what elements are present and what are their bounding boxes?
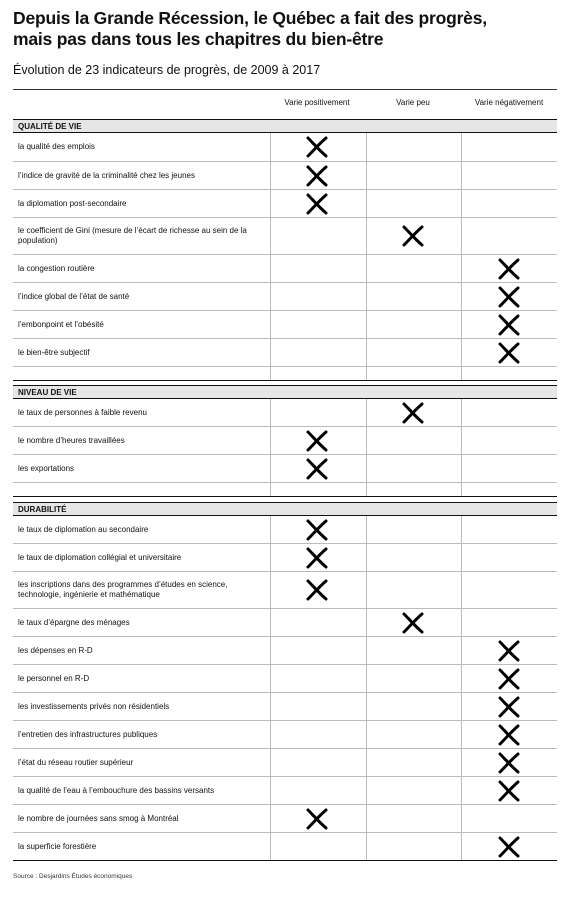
- table-row: [13, 544, 557, 572]
- x-mark: [497, 723, 521, 747]
- column-divider: [366, 311, 367, 338]
- indicator-label: les investissements privés non résidentiels: [18, 701, 170, 711]
- column-divider: [270, 427, 271, 454]
- section-header: NIVEAU DE VIE: [13, 385, 557, 399]
- table-row: [13, 637, 557, 665]
- table-row: [13, 609, 557, 637]
- column-divider: [366, 483, 367, 496]
- x-mark: [497, 695, 521, 719]
- column-divider: [366, 133, 367, 161]
- table-row: [13, 162, 557, 190]
- indicator-label: les dépenses en R-D: [18, 645, 93, 655]
- table-row: [13, 805, 557, 833]
- section-header: QUALITÉ DE VIE: [13, 119, 557, 133]
- section-header: DURABILITÉ: [13, 502, 557, 516]
- x-mark: [305, 135, 329, 159]
- column-divider: [461, 283, 462, 310]
- column-divider: [461, 833, 462, 860]
- table-row: [13, 665, 557, 693]
- column-divider: [366, 255, 367, 282]
- column-divider: [366, 777, 367, 804]
- table-row: [13, 190, 557, 218]
- column-divider: [270, 693, 271, 720]
- column-divider: [270, 311, 271, 338]
- column-divider: [461, 544, 462, 571]
- section-spacer-row: [13, 483, 557, 497]
- column-divider: [270, 218, 271, 254]
- column-divider: [366, 805, 367, 832]
- column-divider: [270, 572, 271, 608]
- column-header-3: Varie négativement: [474, 98, 544, 107]
- column-divider: [366, 455, 367, 482]
- column-divider: [461, 749, 462, 776]
- column-divider: [270, 190, 271, 217]
- indicator-label: les inscriptions dans des programmes d’études en science, technologie, ingénierie et mathématique: [18, 580, 228, 599]
- x-mark: [497, 835, 521, 859]
- column-divider: [270, 833, 271, 860]
- chart-title-line-2: mais pas dans tous les chapitres du bien-être: [13, 29, 384, 49]
- indicator-label: la qualité des emplois: [18, 142, 95, 151]
- table-row: [13, 339, 557, 367]
- indicator-label: la superficie forestière: [18, 841, 97, 851]
- column-divider: [461, 399, 462, 426]
- column-divider: [366, 339, 367, 366]
- indicator-label: le nombre de journées sans smog à Montréal: [18, 813, 179, 823]
- indicator-label: l’entretien des infrastructures publiques: [18, 729, 158, 739]
- table-row: [13, 311, 557, 339]
- x-mark: [305, 429, 329, 453]
- x-mark: [497, 313, 521, 337]
- column-divider: [270, 255, 271, 282]
- x-mark: [401, 611, 425, 635]
- column-divider: [366, 665, 367, 692]
- column-divider: [270, 455, 271, 482]
- x-mark: [497, 257, 521, 281]
- column-divider: [461, 311, 462, 338]
- column-divider: [270, 805, 271, 832]
- column-divider: [461, 455, 462, 482]
- x-mark: [497, 341, 521, 365]
- column-divider: [366, 749, 367, 776]
- table-row: [13, 218, 557, 255]
- x-mark: [401, 401, 425, 425]
- column-divider: [270, 544, 271, 571]
- column-divider: [270, 483, 271, 496]
- x-mark: [305, 518, 329, 542]
- column-divider: [366, 218, 367, 254]
- column-divider: [461, 637, 462, 664]
- column-divider: [366, 190, 367, 217]
- chart-title-line-1: Depuis la Grande Récession, le Québec a fait des progrès,: [13, 8, 487, 28]
- column-divider: [270, 777, 271, 804]
- x-mark: [305, 807, 329, 831]
- x-mark: [305, 546, 329, 570]
- column-divider: [270, 367, 271, 380]
- column-divider: [461, 572, 462, 608]
- column-divider: [461, 777, 462, 804]
- indicator-label: la diplomation post-secondaire: [18, 198, 127, 208]
- column-divider: [461, 693, 462, 720]
- x-mark: [305, 164, 329, 188]
- column-divider: [461, 427, 462, 454]
- table-row: [13, 572, 557, 609]
- x-mark: [497, 285, 521, 309]
- indicator-label: le taux d’épargne des ménages: [18, 617, 130, 627]
- column-divider: [461, 805, 462, 832]
- table-row: [13, 133, 557, 162]
- column-divider: [270, 283, 271, 310]
- column-divider: [366, 721, 367, 748]
- column-divider: [461, 133, 462, 161]
- column-divider: [366, 693, 367, 720]
- column-divider: [270, 162, 271, 189]
- column-header-2: Varie peu: [396, 98, 430, 107]
- column-divider: [461, 609, 462, 636]
- column-divider: [270, 516, 271, 543]
- column-divider: [270, 749, 271, 776]
- x-mark: [305, 457, 329, 481]
- indicator-label: le coefficient de Gini (mesure de l’écart de richesse au sein de la population): [18, 226, 247, 245]
- x-mark: [497, 639, 521, 663]
- column-header-1: Varie positivement: [284, 98, 350, 107]
- table-row: [13, 777, 557, 805]
- column-divider: [461, 516, 462, 543]
- table-row: [13, 833, 557, 861]
- table-row: [13, 693, 557, 721]
- x-mark: [497, 667, 521, 691]
- table-row: [13, 283, 557, 311]
- column-divider: [366, 833, 367, 860]
- table-row: [13, 255, 557, 283]
- x-mark: [305, 578, 329, 602]
- column-divider: [461, 190, 462, 217]
- column-divider: [366, 572, 367, 608]
- column-divider: [366, 637, 367, 664]
- column-divider: [461, 483, 462, 496]
- column-divider: [270, 665, 271, 692]
- column-divider: [461, 255, 462, 282]
- column-divider: [270, 133, 271, 161]
- column-divider: [461, 367, 462, 380]
- column-divider: [461, 162, 462, 189]
- column-divider: [461, 218, 462, 254]
- indicator-label: l’indice global de l’état de santé: [18, 291, 130, 301]
- section-spacer-row: [13, 367, 557, 381]
- x-mark: [305, 192, 329, 216]
- indicator-label: l’indice de gravité de la criminalité chez les jeunes: [18, 170, 195, 180]
- table-row: [13, 749, 557, 777]
- x-mark: [497, 751, 521, 775]
- indicator-label: le taux de diplomation collégial et universitaire: [18, 552, 182, 562]
- x-mark: [497, 779, 521, 803]
- column-divider: [366, 516, 367, 543]
- table-row: [13, 399, 557, 427]
- indicator-label: les exportations: [18, 463, 75, 473]
- column-divider: [366, 367, 367, 380]
- column-divider: [366, 399, 367, 426]
- table-row: [13, 721, 557, 749]
- column-divider: [366, 162, 367, 189]
- indicator-label: le personnel en R-D: [18, 673, 90, 683]
- indicator-label: le taux de diplomation au secondaire: [18, 524, 149, 534]
- indicator-label: la qualité de l’eau à l’embouchure des bassins versants: [18, 785, 215, 795]
- column-divider: [366, 427, 367, 454]
- header-rule: [13, 89, 557, 90]
- column-divider: [366, 544, 367, 571]
- table-row: [13, 516, 557, 544]
- chart-subtitle: Évolution de 23 indicateurs de progrès, de 2009 à 2017: [13, 63, 321, 77]
- source-note: Source : Desjardins Études économiques: [13, 873, 133, 880]
- indicator-label: l’état du réseau routier supérieur: [18, 757, 134, 767]
- column-divider: [270, 609, 271, 636]
- column-divider: [270, 399, 271, 426]
- column-divider: [366, 609, 367, 636]
- column-divider: [270, 637, 271, 664]
- column-divider: [366, 283, 367, 310]
- indicator-label: l’embonpoint et l’obésité: [18, 319, 104, 329]
- column-divider: [270, 339, 271, 366]
- indicator-label: le bien-être subjectif: [18, 347, 90, 357]
- table-row: [13, 455, 557, 483]
- indicator-label: le nombre d’heures travaillées: [18, 435, 125, 445]
- x-mark: [401, 224, 425, 248]
- column-divider: [270, 721, 271, 748]
- indicator-label: le taux de personnes à faible revenu: [18, 407, 147, 417]
- column-divider: [461, 721, 462, 748]
- column-divider: [461, 665, 462, 692]
- column-divider: [461, 339, 462, 366]
- indicator-label: la congestion routière: [18, 263, 95, 273]
- chart-title: [13, 8, 563, 50]
- table-row: [13, 427, 557, 455]
